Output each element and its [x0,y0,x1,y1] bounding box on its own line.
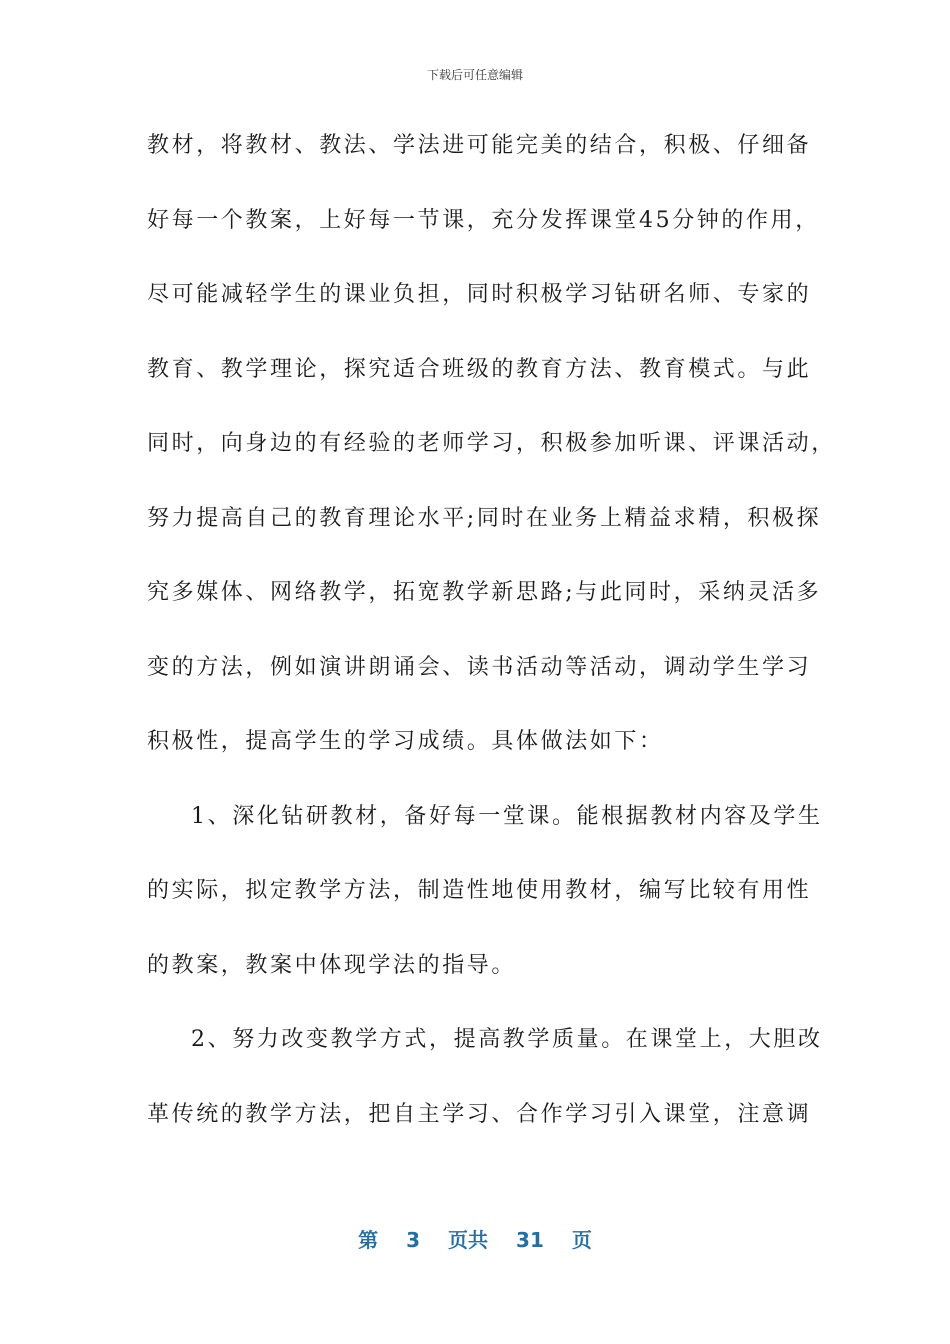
body-line-6: 努力提高自己的教育理论水平;同时在业务上精益求精，积极探 [147,505,822,531]
page-footer [0,1224,950,1253]
footer-prefix: 第 [358,1228,379,1252]
footer-middle: 页共 [448,1228,489,1252]
document-body [147,124,836,1167]
body-line-4: 教育、教学理论，探究适合班级的教育方法、教育模式。与此 [147,356,812,382]
body-line-12: 的教案，教案中体现学法的指导。 [147,952,517,978]
body-line-10: 1、深化钻研教材，备好每一堂课。能根据教材内容及学生 [191,803,823,829]
body-line-11: 的实际，拟定教学方法，制造性地使用教材，编写比较有用性 [147,878,812,903]
body-line-8: 变的方法，例如演讲朗诵会、读书活动等活动，调动学生学习 [147,654,812,680]
footer-current-page: 3 [406,1228,421,1252]
footer-total-pages: 31 [516,1228,544,1252]
body-line-7: 究多媒体、网络教学，拓宽教学新思路;与此同时，采纳灵活多 [147,580,822,605]
body-line-3: 尽可能减轻学生的课业负担，同时积极学习钻研名师、专家的 [147,282,812,307]
body-line-5: 同时，向身边的有经验的老师学习，积极参加听课、评课活动， [147,431,836,456]
body-line-14: 革传统的教学方法，把自主学习、合作学习引入课堂，注意调 [147,1101,812,1127]
page-header-note: 下载后可任意编辑 [426,68,523,82]
body-line-9: 积极性，提高学生的学习成绩。具体做法如下： [147,729,664,754]
body-line-13: 2、努力改变教学方式，提高教学质量。在课堂上，大胆改 [191,1027,823,1052]
body-line-2: 好每一个教案，上好每一节课，充分发挥课堂45分钟的作用， [147,207,820,233]
footer-suffix: 页 [571,1228,592,1252]
body-line-1: 教材，将教材、教法、学法进可能完美的结合，积极、仔细备 [147,133,812,158]
